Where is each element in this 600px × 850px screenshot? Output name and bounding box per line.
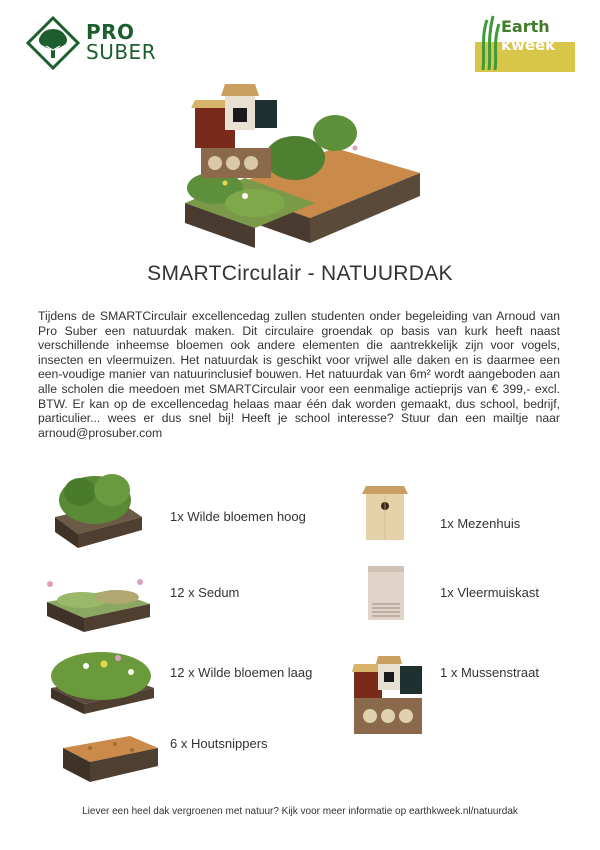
tree-icon <box>26 16 80 70</box>
item-label: 12 x Sedum <box>170 585 240 600</box>
intro-paragraph: Tijdens de SMARTCirculair excellencedag zullen studenten onder begeleiding van Arnoud van Pro Suber een natuurdak maken. Dit circulaire groendak op basis van kurk heeft naast verschillende inheemse bloemen ook andere elementen die aantrekkelijk zijn voor vogels, insecten en vleermuizen. Het natuurdak is geschikt voor vrijwel alle daken en is daarmee een een-voudige manier van natuurinclusief bouwen. Het natuurdak van 6m² wordt aangeboden aan alle scholen die meedoen met SMARTCirculair voor een eenmalige actieprijs van € 399,- excl. BTW. Er kan op de excellencedag helaas maar één dak worden gemaakt, dus school, bedrijf, particulier... wees er dus snel bij! Heeft je school interesse? Stuur dan een mailtje naar arnoud@prosuber.com <box>38 309 560 440</box>
item-label: 1x Mezenhuis <box>440 516 521 531</box>
wilde-bloemen-laag-image <box>46 636 158 716</box>
footer-note: Liever een heel dak vergroenen met natuur? Kijk voor meer informatie op earthkweek.nl/natuurdak <box>82 806 518 817</box>
logo-text-suber: SUBER <box>86 40 157 64</box>
vleermuiskast-image <box>366 564 406 622</box>
logo-text-kweek: kweek <box>501 36 556 54</box>
item-label: 12 x Wilde bloemen laag <box>170 665 313 680</box>
item-label: 1x Wilde bloemen hoog <box>170 509 306 524</box>
logo-text-earth: Earth <box>501 17 550 36</box>
sedum-image <box>42 572 152 634</box>
earthkweek-logo <box>475 12 575 72</box>
logo-text-pro: PRO <box>86 20 135 44</box>
mezenhuis-image <box>360 484 410 542</box>
prosuber-logo <box>26 16 166 72</box>
wilde-bloemen-hoog-image <box>50 462 145 550</box>
houtsnippers-image <box>60 728 160 784</box>
item-label: 1 x Mussenstraat <box>440 665 539 680</box>
mussenstraat-image <box>352 654 426 736</box>
item-label: 6 x Houtsnippers <box>170 736 268 751</box>
natuurdak-hero-image <box>185 78 425 253</box>
item-label: 1x Vleermuiskast <box>440 585 539 600</box>
page-title: SMARTCirculair - NATUURDAK <box>147 262 453 285</box>
